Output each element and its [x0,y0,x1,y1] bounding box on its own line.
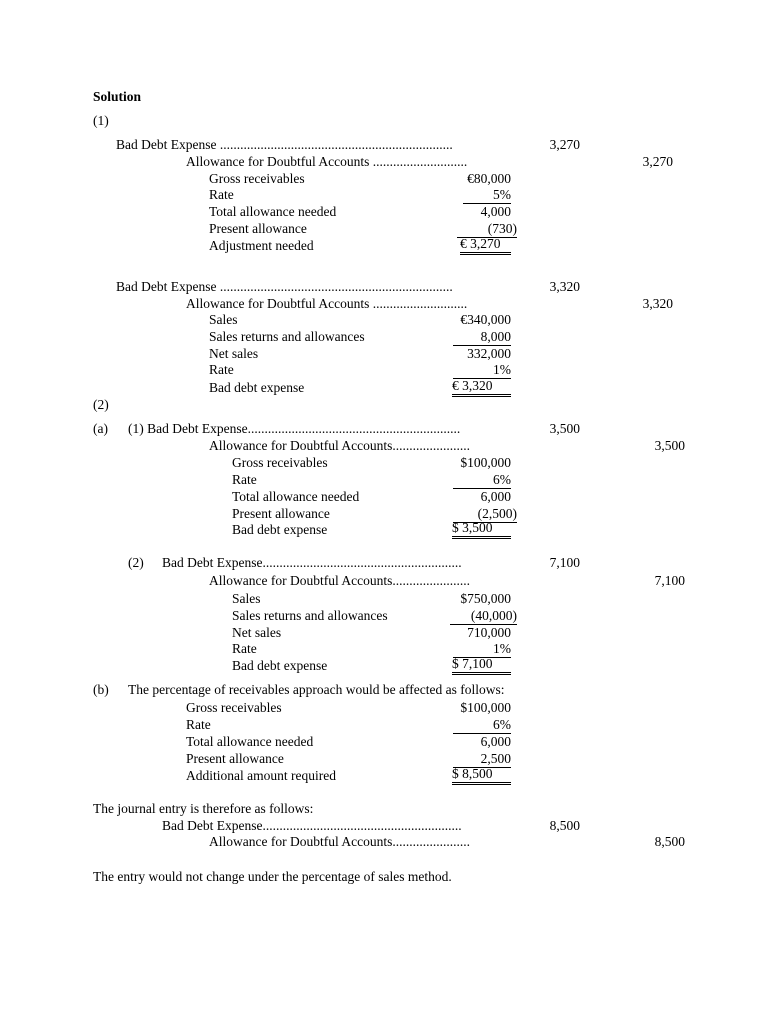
calc-label: Sales returns and allowances [232,608,388,623]
calc-label: Adjustment needed [209,238,314,253]
calc-label: Present allowance [186,751,284,766]
calc-label: Total allowance needed [232,489,360,504]
journal-debit-line: Bad Debt Expense........................................................... [162,818,462,833]
calc-label: Net sales [232,625,282,640]
entry-1-debit-amount: 3,270 [549,137,580,152]
calc-label: Additional amount required [186,768,336,783]
calc-value: 1% [453,362,511,379]
part-1-label: (1) [93,113,109,128]
calc-value: 4,000 [480,204,511,219]
calc-label: Total allowance needed [186,734,314,749]
calc-label: Bad debt expense [232,522,328,537]
calc-value: (2,500) [453,506,517,523]
calc-value: (730) [457,221,517,238]
calc-total: $ 8,500 [452,766,511,785]
calc-value: 2,500 [453,751,511,768]
part-b-text: The percentage of receivables approach would be affected as follows: [128,682,505,697]
a2-number: (2) [128,555,144,570]
calc-label: Sales returns and allowances [209,329,365,344]
calc-label: Rate [232,472,257,487]
entry-1-credit-amount: 3,270 [642,154,673,169]
calc-label: Sales [209,312,238,327]
calc-label: Rate [186,717,211,732]
entry-2-debit-amount: 3,320 [549,279,580,294]
calc-label: Bad debt expense [209,380,305,395]
entry-2-debit-line: Bad Debt Expense ..................................................................... [116,279,453,294]
closing-note: The entry would not change under the percentage of sales method. [93,869,452,884]
calc-value: $750,000 [460,591,511,606]
calc-value: 1% [453,641,511,658]
a1-debit-amount: 3,500 [549,421,580,436]
calc-label: Rate [232,641,257,656]
part-b-label: (b) [93,682,109,697]
entry-2-credit-amount: 3,320 [642,296,673,311]
journal-intro: The journal entry is therefore as follows: [93,801,314,816]
calc-value: (40,000) [450,608,517,625]
calc-value: $100,000 [460,455,511,470]
calc-value: 332,000 [467,346,511,361]
solution-heading: Solution [93,89,142,104]
calc-total: € 3,270 [460,236,511,255]
calc-value: 6% [453,717,511,734]
calc-label: Total allowance needed [209,204,337,219]
entry-1-credit-line: Allowance for Doubtful Accounts ............................ [186,154,468,169]
part-2-label: (2) [93,397,109,412]
calc-label: Present allowance [232,506,330,521]
calc-value: 5% [463,187,511,204]
a2-debit-amount: 7,100 [549,555,580,570]
calc-label: Net sales [209,346,259,361]
calc-total: $ 7,100 [452,656,511,675]
calc-total: $ 3,500 [452,520,511,539]
calc-value: 6% [453,472,511,489]
a2-credit-amount: 7,100 [654,573,685,588]
calc-value: 6,000 [480,734,511,749]
entry-2-credit-line: Allowance for Doubtful Accounts ............................ [186,296,468,311]
part-a-label: (a) [93,421,108,436]
calc-label: Gross receivables [209,171,305,186]
calc-value: 8,000 [453,329,511,346]
journal-credit-amount: 8,500 [654,834,685,849]
calc-value: 710,000 [467,625,511,640]
a1-debit-line: (1) Bad Debt Expense............................................................... [128,421,461,436]
a1-credit-line: Allowance for Doubtful Accounts....................... [209,438,470,453]
calc-label: Present allowance [209,221,307,236]
calc-label: Rate [209,187,234,202]
calc-value: €340,000 [460,312,511,327]
calc-value: 6,000 [480,489,511,504]
calc-label: Gross receivables [232,455,328,470]
a2-debit-line: Bad Debt Expense........................................................... [162,555,462,570]
calc-label: Sales [232,591,261,606]
calc-label: Bad debt expense [232,658,328,673]
journal-credit-line: Allowance for Doubtful Accounts....................... [209,834,470,849]
journal-debit-amount: 8,500 [549,818,580,833]
calc-label: Rate [209,362,234,377]
a2-credit-line: Allowance for Doubtful Accounts....................... [209,573,470,588]
calc-label: Gross receivables [186,700,282,715]
a1-credit-amount: 3,500 [654,438,685,453]
calc-value: $100,000 [460,700,511,715]
calc-total: € 3,320 [452,378,511,397]
entry-1-debit-line: Bad Debt Expense ..................................................................... [116,137,453,152]
calc-value: €80,000 [467,171,511,186]
